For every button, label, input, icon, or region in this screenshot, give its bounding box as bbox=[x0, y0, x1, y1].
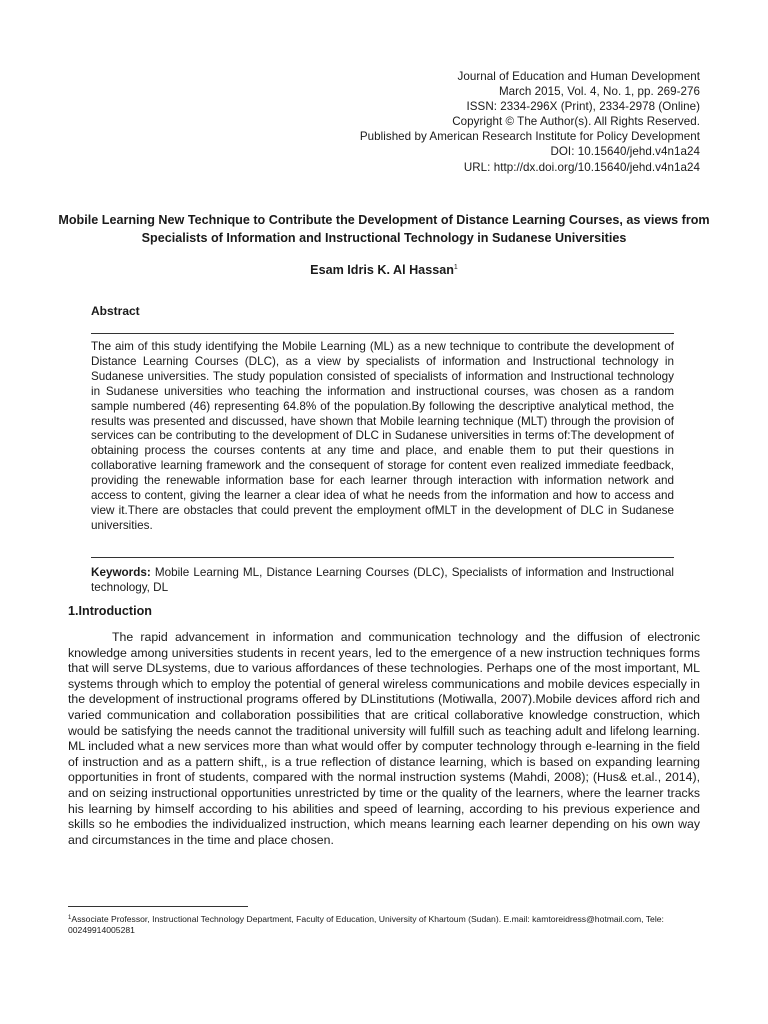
paper-title: Mobile Learning New Technique to Contribute the Development of Distance Learning Courses, as views from Specialists of Information and Instructional Technology in Sudanese Universities bbox=[58, 213, 710, 245]
copyright-line: Copyright © The Author(s). All Rights Reserved. bbox=[452, 115, 700, 129]
journal-header bbox=[360, 69, 700, 175]
journal-issn: ISSN: 2334-296X (Print), 2334-2978 (Online) bbox=[466, 100, 700, 114]
abstract-heading: Abstract bbox=[91, 304, 140, 318]
introduction-heading: 1.Introduction bbox=[68, 604, 152, 618]
author-line bbox=[0, 263, 768, 277]
keywords-label: Keywords: bbox=[91, 566, 151, 579]
publisher-line: Published by American Research Institute for Policy Development bbox=[359, 130, 700, 144]
introduction-body: The rapid advancement in information and communication technology and the diffusion of electronic knowledge among universities students in recent years, led to the emergence of a new instruction techniques forms that will serve DLsystems, due to various affordances of these technologies. Perhaps one of the most important, ML systems through which to employ the potential of general wireless communications and mobile devices especially in the development of instructional programs offered by DLinstitutions (Motiwalla, 2007).Mobile devices afford rich and varied communication and collaboration possibilities that are critical collaborative knowledge construction, which would be satisfying the needs cannot the traditional university will fulfill such as teaching adult and lifelong learning. ML included what a new services more than what would offer by computer technology through e-learning in the field of instruction and as a pattern shift,, is a true reflection of distance learning, which is based on expanding learning opportunities in front of students, compared with the normal instruction systems (Mahdi, 2008); (Hus& et.al., 2014), and on seizing instructional opportunities unrestricted by time or the quality of the learners, where the learner tracks his learning by himself according to his abilities and speed of learning, according to his previous experience and skills so he embodies the individualized instruction, which means learning each learner depending on his own way and circumstances in the time and place chosen. bbox=[68, 630, 700, 847]
footnote-marker: 1 bbox=[68, 915, 72, 921]
footnote-text: Associate Professor, Instructional Technology Department, Faculty of Education, University of Khartoum (Sudan). E.mail: kamtoreidress@hotmail.com, Tele: 00249914005281 bbox=[68, 914, 664, 935]
footnote-divider bbox=[68, 906, 248, 907]
abstract-bottom-divider bbox=[91, 557, 674, 558]
abstract-top-divider bbox=[91, 333, 674, 334]
abstract-body: The aim of this study identifying the Mobile Learning (ML) as a new technique to contribute the development of Distance Learning Courses (DLC), as a view by specialists of information and Instructional technology in Sudanese universities. The study population consisted of specialists of information and Instructional technology in Sudanese universities who teaching the information and instructional courses, was chosen as a random sample numbered (46) representing 64.8% of the population.By following the descriptive analytical method, the results was presented and discussed, have shown that Mobile learning technique (MLT) through the provision of services can be contributing to the development of DLC in Sudanese universities in terms of:The development of obtaining process the courses contents at any time and place, and enable them to put their questions in collaborative learning framework and the consequent of storage for content even realized immediate feedback, providing the renewable information base for each learner through interaction with information network and access to content, giving the learner a clear idea of what he needs from the information and how to access and view it.There are obstacles that could prevent the employment ofMLT in the development of DLC in Sudanese universities. bbox=[91, 340, 674, 532]
author-name: Esam Idris K. Al Hassan bbox=[310, 263, 454, 277]
keywords-block bbox=[91, 566, 674, 596]
url-line: URL: http://dx.doi.org/10.15640/jehd.v4n1a24 bbox=[463, 160, 700, 174]
footnote bbox=[68, 913, 700, 936]
keywords-text: Mobile Learning ML, Distance Learning Courses (DLC), Specialists of information and Instructional technology, DL bbox=[91, 566, 674, 594]
doi-line: DOI: 10.15640/jehd.v4n1a24 bbox=[550, 145, 700, 159]
author-footnote-marker: 1 bbox=[453, 264, 458, 271]
journal-issue: March 2015, Vol. 4, No. 1, pp. 269-276 bbox=[498, 85, 700, 99]
journal-name: Journal of Education and Human Development bbox=[457, 70, 700, 83]
